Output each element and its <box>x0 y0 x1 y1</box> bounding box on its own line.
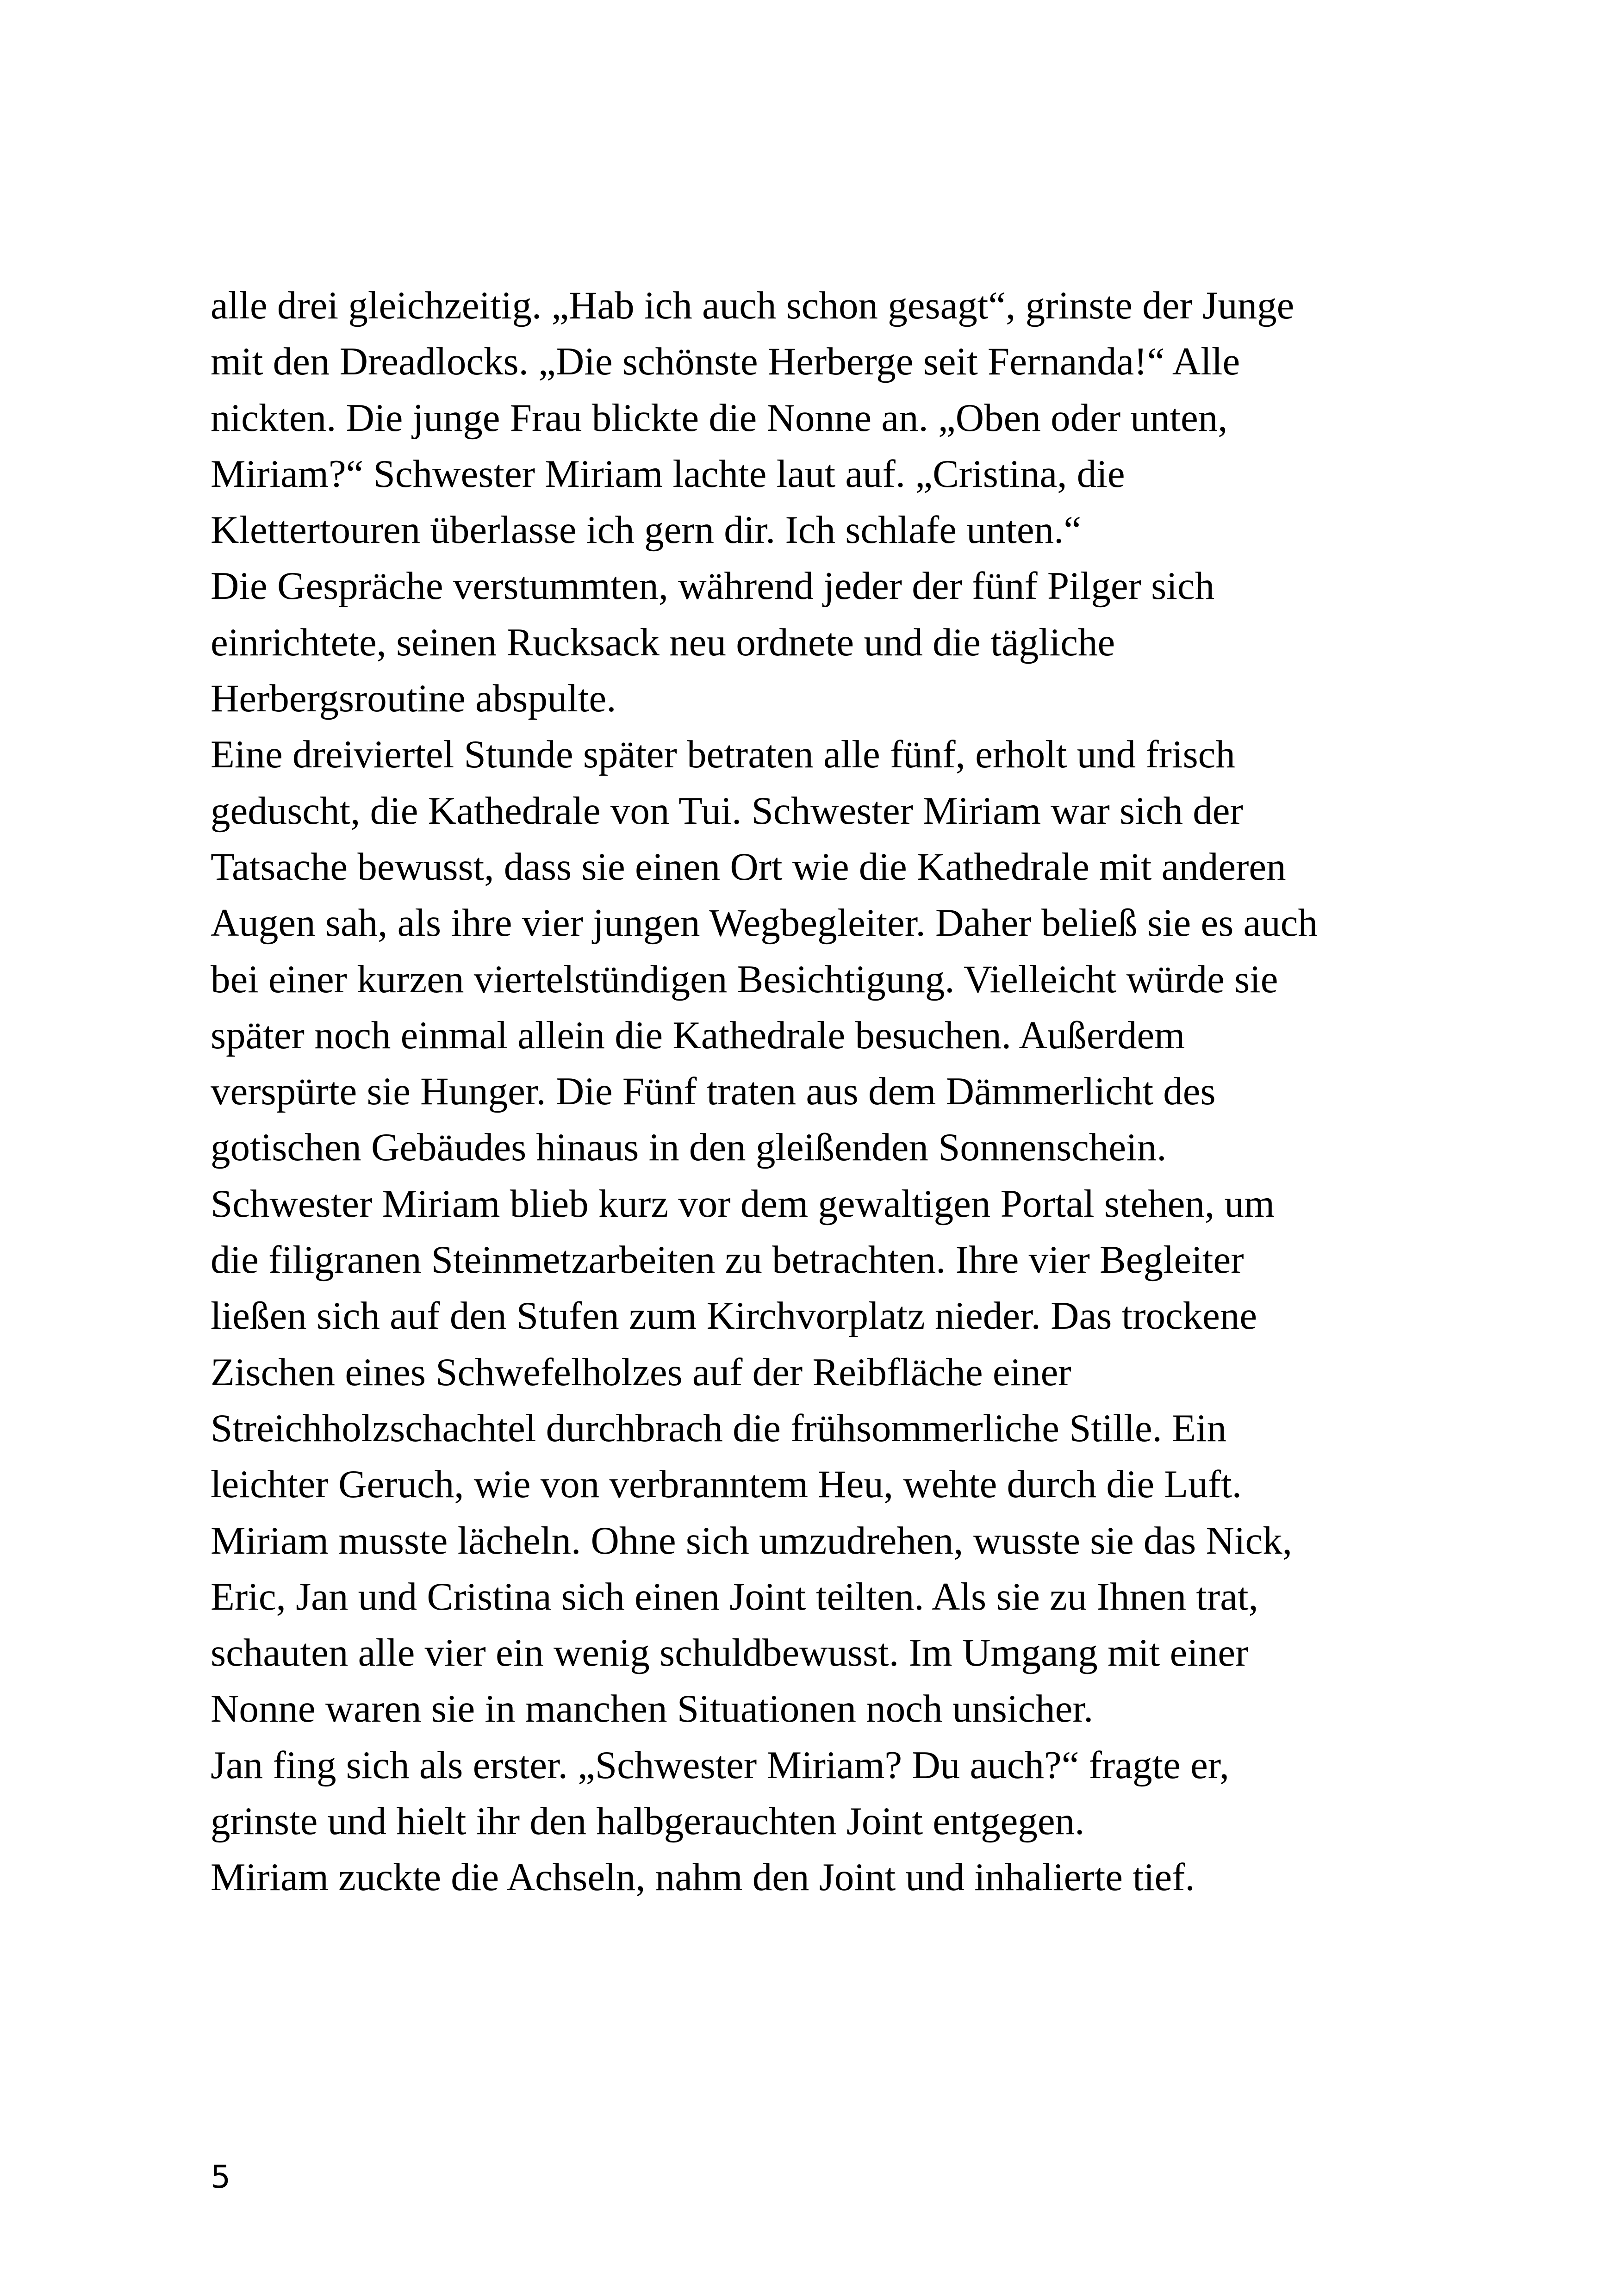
text-line: Miriam zuckte die Achseln, nahm den Joint und inhalierte tief. <box>211 1855 1195 1899</box>
text-line: Augen sah, als ihre vier jungen Wegbegleiter. Daher beließ sie es auch <box>211 901 1318 945</box>
text-line: grinste und hielt ihr den halbgerauchten Joint entgegen. <box>211 1799 1085 1843</box>
text-line: bei einer kurzen viertelstündigen Besichtigung. Vielleicht würde sie <box>211 957 1278 1001</box>
text-line: Jan fing sich als erster. „Schwester Miriam? Du auch?“ fragte er, <box>211 1743 1229 1787</box>
text-line: einrichtete, seinen Rucksack neu ordnete und die tägliche <box>211 620 1115 664</box>
text-line: mit den Dreadlocks. „Die schönste Herberge seit Fernanda!“ Alle <box>211 340 1240 384</box>
text-line: Tatsache bewusst, dass sie einen Ort wie die Kathedrale mit anderen <box>211 845 1286 889</box>
text-line: Eine dreiviertel Stunde später betraten alle fünf, erholt und frisch <box>211 733 1235 777</box>
body-text <box>211 278 1460 1906</box>
text-line: Nonne waren sie in manchen Situationen noch unsicher. <box>211 1687 1094 1731</box>
text-line: schauten alle vier ein wenig schuldbewusst. Im Umgang mit einer <box>211 1631 1249 1675</box>
text-line: später noch einmal allein die Kathedrale besuchen. Außerdem <box>211 1013 1185 1057</box>
page-number: 5 <box>211 2159 231 2196</box>
text-line: leichter Geruch, wie von verbranntem Heu, wehte durch die Luft. <box>211 1462 1242 1506</box>
text-line: Eric, Jan und Cristina sich einen Joint teilten. Als sie zu Ihnen trat, <box>211 1574 1258 1618</box>
text-line: geduscht, die Kathedrale von Tui. Schwester Miriam war sich der <box>211 789 1243 833</box>
text-line: Schwester Miriam blieb kurz vor dem gewaltigen Portal stehen, um <box>211 1182 1275 1226</box>
text-line: Die Gespräche verstummten, während jeder der fünf Pilger sich <box>211 564 1215 608</box>
text-line: verspürte sie Hunger. Die Fünf traten aus dem Dämmerlicht des <box>211 1070 1216 1114</box>
text-line: ließen sich auf den Stufen zum Kirchvorplatz nieder. Das trockene <box>211 1294 1257 1338</box>
text-line: gotischen Gebäudes hinaus in den gleißenden Sonnenschein. <box>211 1126 1167 1170</box>
text-line: Klettertouren überlasse ich gern dir. Ich schlafe unten.“ <box>211 508 1082 552</box>
text-line: die filigranen Steinmetzarbeiten zu betrachten. Ihre vier Begleiter <box>211 1238 1244 1282</box>
text-line: Streichholzschachtel durchbrach die frühsommerliche Stille. Ein <box>211 1406 1227 1450</box>
text-line: Miriam?“ Schwester Miriam lachte laut auf. „Cristina, die <box>211 452 1125 496</box>
text-line: Herbergsroutine abspulte. <box>211 677 616 721</box>
text-line: Zischen eines Schwefelholzes auf der Reibfläche einer <box>211 1350 1071 1394</box>
text-line: nickten. Die junge Frau blickte die Nonne an. „Oben oder unten, <box>211 396 1228 440</box>
text-line: alle drei gleichzeitig. „Hab ich auch schon gesagt“, grinste der Junge <box>211 284 1294 327</box>
text-line: Miriam musste lächeln. Ohne sich umzudrehen, wusste sie das Nick, <box>211 1518 1292 1562</box>
